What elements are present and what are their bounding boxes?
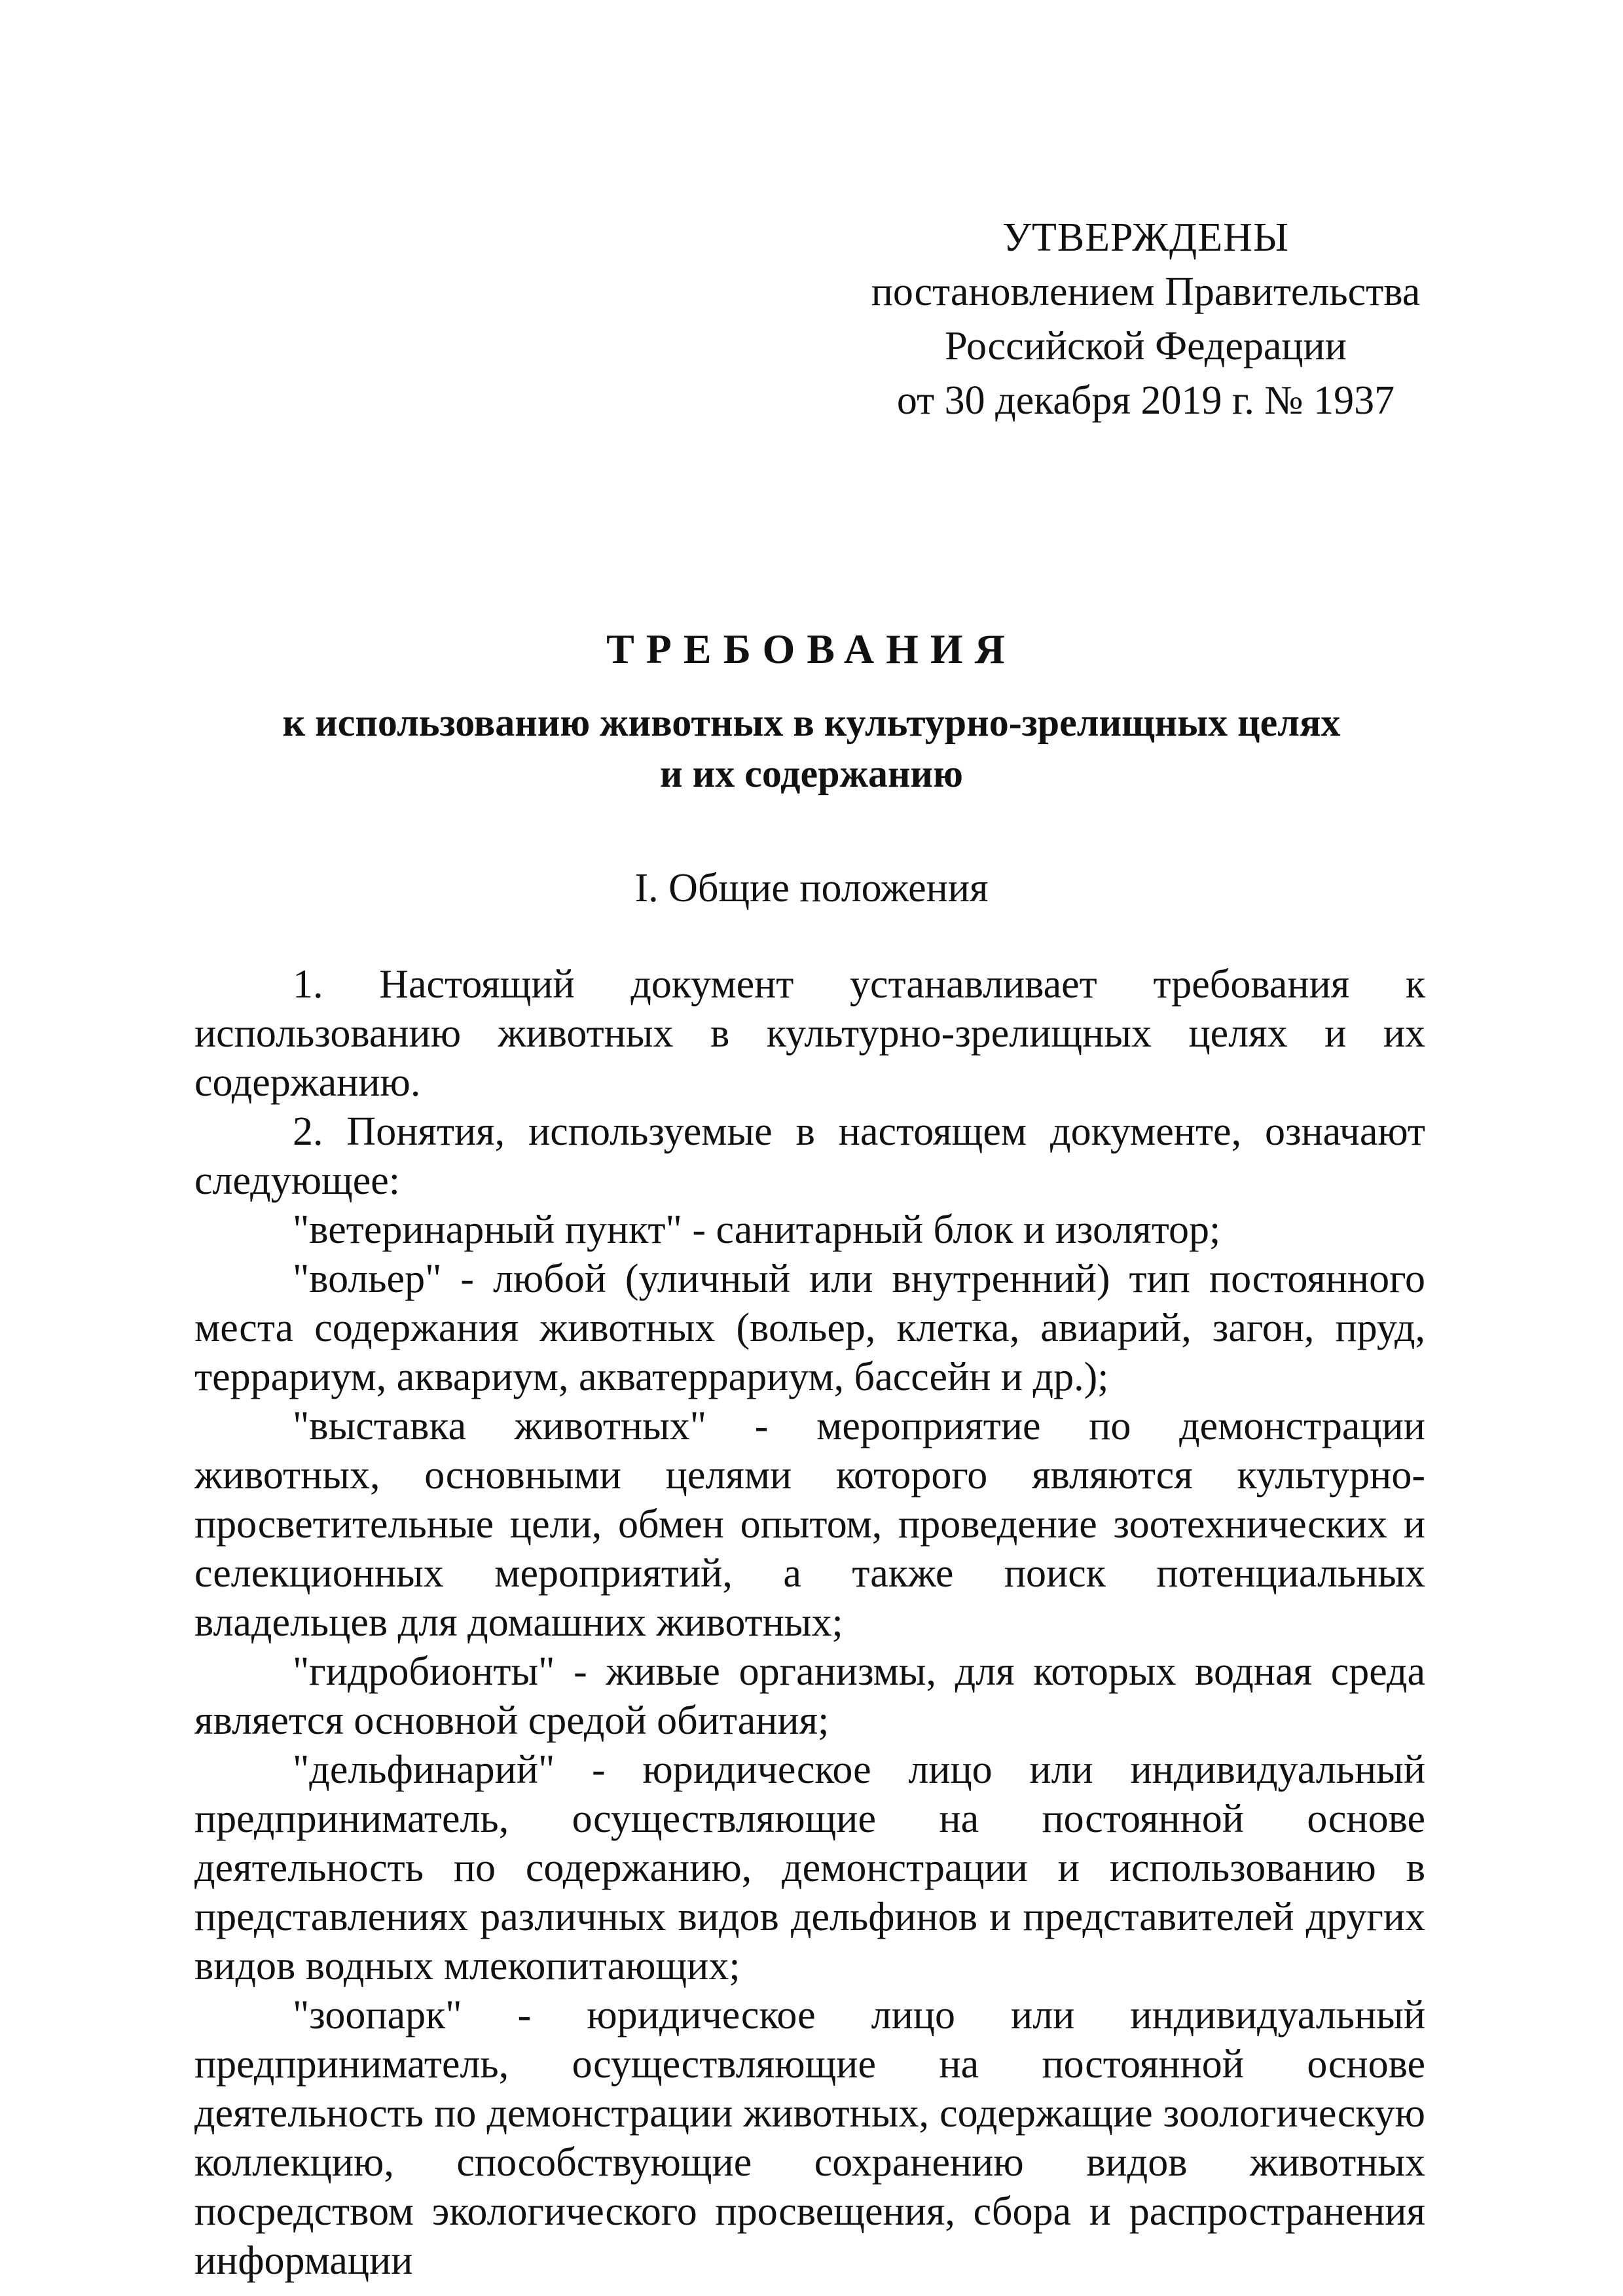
- approval-title: УТВЕРЖДЕНЫ: [1002, 215, 1289, 260]
- approval-line-2: Российской Федерации: [945, 324, 1347, 368]
- document-subtitle: [0, 697, 1623, 799]
- paragraph-1: 1. Настоящий документ устанавливает требования к использованию животных в культурно-зрелищных целях и их содержанию.: [194, 962, 1425, 1105]
- document-subtitle-line-1: к использованию животных в культурно-зрелищных целях: [282, 701, 1341, 744]
- document-subtitle-line-2: и их содержанию: [660, 752, 963, 795]
- paragraph-2: 2. Понятия, используемые в настоящем документе, означают следующее:: [194, 1109, 1425, 1203]
- approval-line-1: постановлением Правительства: [871, 270, 1421, 314]
- paragraph-7: "дельфинарий" - юридическое лицо или индивидуальный предприниматель, осуществляющие на постоянной основе деятельность по содержанию, демонстрации и использованию в представлениях различных видов дельфинов и представителей других видов водных млекопитающих;: [194, 1748, 1425, 1988]
- paragraph-4: "вольер" - любой (уличный или внутренний) тип постоянного места содержания животных (вольер, клетка, авиарий, загон, пруд, террариум, аквариум, акватеррариум, бассейн и др.);: [194, 1257, 1425, 1399]
- section-title: I. Общие положения: [634, 866, 989, 910]
- document-body: [194, 960, 1425, 2286]
- paragraph-6: "гидробионты" - живые организмы, для которых водная среда является основной средой обитания;: [194, 1649, 1425, 1743]
- paragraph-5: "выставка животных" - мероприятие по демонстрации животных, основными целями которого являются культурно-просветительные цели, обмен опытом, проведение зоотехнических и селекционных мероприятий, а также поиск потенциальных владельцев для домашних животных;: [194, 1404, 1425, 1645]
- document-title: ТРЕБОВАНИЯ: [606, 626, 1017, 672]
- approval-line-3: от 30 декабря 2019 г. № 1937: [896, 378, 1395, 423]
- paragraph-3: "ветеринарный пункт" - санитарный блок и изолятор;: [293, 1208, 1221, 1252]
- paragraph-8: "зоопарк" - юридическое лицо или индивидуальный предприниматель, осуществляющие на постоянной основе деятельность по демонстрации животных, содержащие зоологическую коллекцию, способствующие сохранению видов животных посредством экологического просвещения, сбора и распространения информации: [194, 1993, 1425, 2283]
- approval-stamp: [851, 211, 1440, 428]
